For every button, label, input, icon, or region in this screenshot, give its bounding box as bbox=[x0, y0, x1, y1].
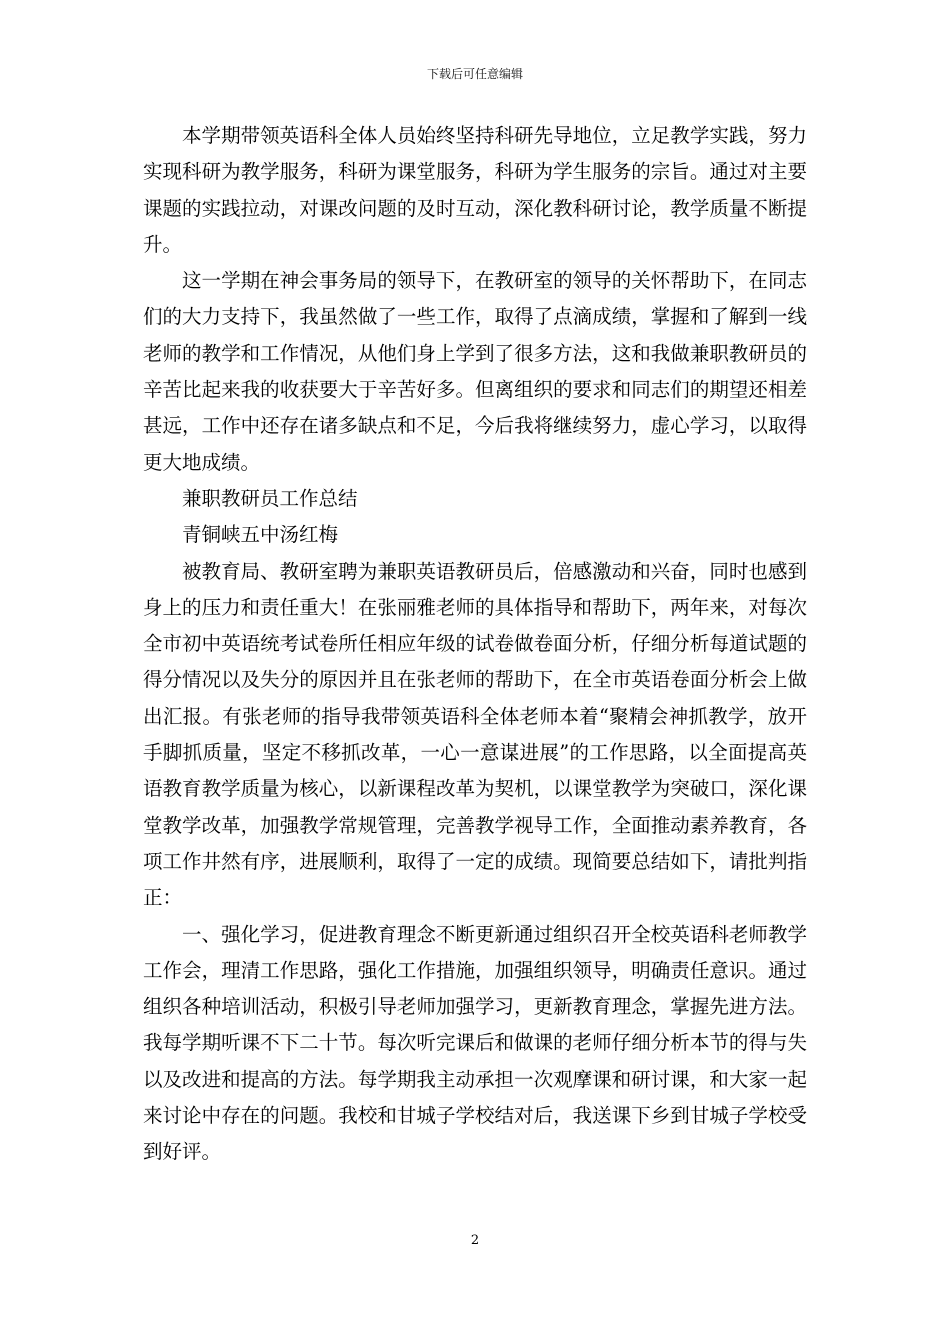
document-body bbox=[143, 118, 807, 1171]
paragraph-point-one: 一、强化学习，促进教育理念不断更新通过组织召开全校英语科老师教学工作会，理清工作思路，强化工作措施，加强组织领导，明确责任意识。通过组织各种培训活动，积极引导老师加强学习，更新教育理念，掌握先进方法。我每学期听课不下二十节。每次听完课后和做课的老师仔细分析本节的得与失以及改进和提高的方法。每学期我主动承担一次观摩课和研讨课，和大家一起来讨论中存在的问题。我校和甘城子学校结对后，我送课下乡到甘城子学校受到好评。 bbox=[143, 922, 807, 1164]
paragraph-introduction: 被教育局、教研室聘为兼职英语教研员后，倍感激动和兴奋，同时也感到身上的压力和责任重大！在张丽雅老师的具体指导和帮助下，两年来，对每次全市初中英语统考试卷所任相应年级的试卷做卷面分析，仔细分析每道试题的得分情况以及失分的原因并且在张老师的帮助下，在全市英语卷面分析会上做出汇报。有张老师的指导我带领英语科全体老师本着“聚精会神抓教学，放开手脚抓质量，坚定不移抓改革，一心一意谋进展”的工作思路，以全面提高英语教育教学质量为核心，以新课程改革为契机，以课堂教学为突破口，深化课堂教学改革，加强教学常规管理，完善教学视导工作，全面推动素养教育，各项工作井然有序，进展顺利，取得了一定的成绩。现简要总结如下，请批判指正： bbox=[143, 559, 807, 910]
section-title: 兼职教研员工作总结 bbox=[182, 486, 358, 510]
page-header: 下载后可任意编辑 bbox=[426, 67, 523, 81]
paragraph-semester-reflection: 这一学期在神会事务局的领导下，在教研室的领导的关怀帮助下，在同志们的大力支持下，我虽然做了一些工作，取得了点滴成绩，掌握和了解到一线老师的教学和工作情况，从他们身上学到了很多方法，这和我做兼职教研员的辛苦比起来我的收获要大于辛苦好多。但离组织的要求和同志们的期望还相差甚远，工作中还存在诸多缺点和不足，今后我将继续努力，虚心学习，以取得更大地成绩。 bbox=[143, 269, 807, 474]
author-line: 青铜峡五中汤红梅 bbox=[182, 523, 339, 547]
paragraph-research-summary: 本学期带领英语科全体人员始终坚持科研先导地位，立足教学实践，努力实现科研为教学服务，科研为课堂服务，科研为学生服务的宗旨。通过对主要课题的实践拉动，对课改问题的及时互动，深化教科研讨论，教学质量不断提升。 bbox=[143, 124, 807, 256]
page-number: 2 bbox=[470, 1233, 480, 1248]
